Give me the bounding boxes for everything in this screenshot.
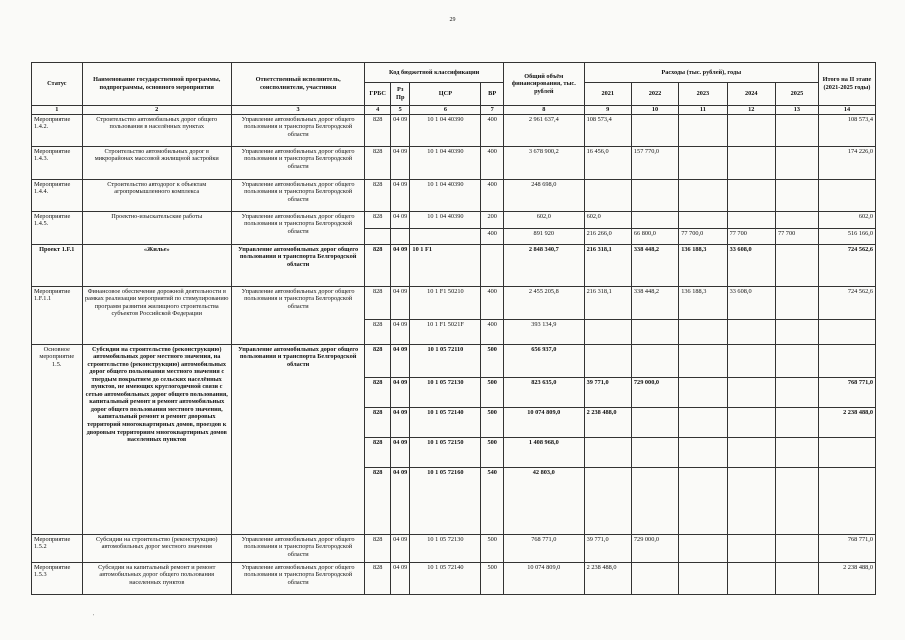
col-num: 13 — [775, 106, 818, 115]
col-num: 14 — [818, 106, 875, 115]
row-total: 602,0 — [503, 211, 584, 228]
row-itog: 768 771,0 — [818, 534, 875, 562]
row-2023 — [679, 179, 727, 211]
row-2025 — [775, 377, 818, 407]
page-number: 29 — [449, 17, 456, 23]
row-vr: 500 — [481, 534, 504, 562]
row-2021: 39 771,0 — [584, 377, 631, 407]
header-2022: 2022 — [631, 83, 678, 106]
row-total: 891 920 — [503, 228, 584, 244]
col-num: 3 — [231, 106, 364, 115]
row-itog: 2 238 488,0 — [818, 407, 875, 437]
row-2025 — [775, 407, 818, 437]
row-2025 — [775, 534, 818, 562]
col-num: 4 — [365, 106, 391, 115]
row-itog: 108 573,4 — [818, 114, 875, 146]
row-2021: 602,0 — [584, 211, 631, 228]
table-row — [32, 244, 876, 286]
row-vr: 500 — [481, 437, 504, 467]
row-grbs: 828 — [365, 467, 391, 534]
row-2023 — [679, 407, 727, 437]
row-itog — [818, 179, 875, 211]
row-2023 — [679, 562, 727, 594]
row-itog: 768 771,0 — [818, 377, 875, 407]
row-csr: 10 1 05 72150 — [410, 437, 481, 467]
row-rz: 04 09 — [391, 286, 410, 319]
row-executor: Управление автомобильных дорог общего пользования и транспорта Белгородской области — [231, 114, 364, 146]
row-itog: 602,0 — [818, 211, 875, 228]
header-2024: 2024 — [727, 83, 775, 106]
col-num: 6 — [410, 106, 481, 115]
table-row — [32, 534, 876, 562]
col-num: 8 — [503, 106, 584, 115]
row-csr: 10 1 05 72130 — [410, 534, 481, 562]
row-grbs: 828 — [365, 211, 391, 228]
row-rz: 04 09 — [391, 146, 410, 179]
row-executor: Управление автомобильных дорог общего пользования и транспорта Белгородской области — [231, 534, 364, 562]
row-executor: Управление автомобильных дорог общего пользования и транспорта Белгородской области — [231, 146, 364, 179]
row-itog — [818, 437, 875, 467]
row-total: 768 771,0 — [503, 534, 584, 562]
row-grbs: 828 — [365, 562, 391, 594]
row-rz: 04 09 — [391, 344, 410, 377]
row-2025 — [775, 467, 818, 534]
row-itog — [818, 344, 875, 377]
row-2022: 338 448,2 — [631, 244, 678, 286]
header-status: Статус — [32, 63, 83, 106]
row-status: Мероприятие 1.5.3 — [32, 562, 83, 594]
row-2025 — [775, 286, 818, 319]
row-grbs: 828 — [365, 344, 391, 377]
row-rz: 04 09 — [391, 534, 410, 562]
header-vr: ВР — [481, 83, 504, 106]
row-rz — [391, 228, 410, 244]
row-csr: 10 1 05 72160 — [410, 467, 481, 534]
row-2024 — [727, 562, 775, 594]
row-itog: 724 562,6 — [818, 286, 875, 319]
row-2022: 338 448,2 — [631, 286, 678, 319]
col-num: 5 — [391, 106, 410, 115]
column-numbers-row — [32, 106, 876, 115]
row-2024 — [727, 211, 775, 228]
row-2021: 216 266,0 — [584, 228, 631, 244]
table-row — [32, 211, 876, 228]
col-num: 12 — [727, 106, 775, 115]
row-2024 — [727, 407, 775, 437]
row-2025 — [775, 344, 818, 377]
row-total: 656 937,0 — [503, 344, 584, 377]
row-vr: 500 — [481, 407, 504, 437]
table-row — [32, 179, 876, 211]
row-2021: 2 238 488,0 — [584, 407, 631, 437]
row-2025 — [775, 179, 818, 211]
header-2023: 2023 — [679, 83, 727, 106]
row-csr: 10 1 F1 — [410, 244, 481, 286]
header-stage-total: Итого на II этапе (2021-2025 годы) — [818, 63, 875, 106]
row-name: Субсидии на строительство (реконструкцию) автомобильных дорог местного значения — [82, 534, 231, 562]
row-vr: 200 — [481, 211, 504, 228]
row-csr: 10 1 F1 5021F — [410, 319, 481, 344]
row-2025 — [775, 211, 818, 228]
row-grbs: 828 — [365, 377, 391, 407]
row-2022 — [631, 179, 678, 211]
row-name: Субсидии на капитальный ремонт и ремонт автомобильных дорог общего пользования населенных пунктов — [82, 562, 231, 594]
row-executor: Управление автомобильных дорог общего пользования и транспорта Белгородской области — [231, 244, 364, 286]
row-itog: 724 562,6 — [818, 244, 875, 286]
row-2025: 77 700 — [775, 228, 818, 244]
row-status: Мероприятие 1.4.4. — [32, 179, 83, 211]
row-csr: 10 1 04 40390 — [410, 114, 481, 146]
row-vr: 400 — [481, 146, 504, 179]
table-row — [32, 562, 876, 594]
row-csr: 10 1 04 40390 — [410, 146, 481, 179]
row-executor: Управление автомобильных дорог общего пользования и транспорта Белгородской области — [231, 211, 364, 244]
budget-table — [31, 62, 876, 595]
row-status: Мероприятие 1.4.3. — [32, 146, 83, 179]
row-2024: 33 608,0 — [727, 244, 775, 286]
row-rz: 04 09 — [391, 244, 410, 286]
row-2021: 2 238 488,0 — [584, 562, 631, 594]
row-2024: 77 700 — [727, 228, 775, 244]
col-num: 9 — [584, 106, 631, 115]
row-rz: 04 09 — [391, 211, 410, 228]
row-vr: 500 — [481, 562, 504, 594]
row-2021 — [584, 344, 631, 377]
row-grbs: 828 — [365, 407, 391, 437]
row-grbs: 828 — [365, 179, 391, 211]
row-2021 — [584, 437, 631, 467]
header-budget-code: Код бюджетной классификации — [365, 63, 504, 83]
row-status: Мероприятие 1.4.2. — [32, 114, 83, 146]
row-vr: 500 — [481, 344, 504, 377]
row-executor: Управление автомобильных дорог общего пользования и транспорта Белгородской области — [231, 562, 364, 594]
row-2021: 16 456,0 — [584, 146, 631, 179]
row-rz: 04 09 — [391, 179, 410, 211]
row-2023 — [679, 319, 727, 344]
row-csr: 10 1 05 72140 — [410, 407, 481, 437]
row-grbs: 828 — [365, 244, 391, 286]
row-2024 — [727, 319, 775, 344]
row-total: 2 455 205,8 — [503, 286, 584, 319]
row-vr: 400 — [481, 319, 504, 344]
row-2022: 66 800,0 — [631, 228, 678, 244]
row-vr: 400 — [481, 228, 504, 244]
row-2022 — [631, 211, 678, 228]
table-row — [32, 344, 876, 377]
row-vr — [481, 244, 504, 286]
row-itog: 2 238 488,0 — [818, 562, 875, 594]
row-2022: 729 000,0 — [631, 377, 678, 407]
row-2022: 729 000,0 — [631, 534, 678, 562]
header-expenses: Расходы (тыс. рублей), годы — [584, 63, 818, 83]
row-2023 — [679, 467, 727, 534]
header-executor: Ответственный исполнитель, соисполнители, участники — [231, 63, 364, 106]
row-status: Мероприятие 1.4.5. — [32, 211, 83, 244]
row-status: Основное мероприятие 1.5. — [32, 344, 83, 534]
row-rz: 04 09 — [391, 114, 410, 146]
row-name: Строительство автомобильных дорог общего пользования в населённых пунктах — [82, 114, 231, 146]
col-num: 1 — [32, 106, 83, 115]
row-2023 — [679, 377, 727, 407]
row-vr: 500 — [481, 377, 504, 407]
row-total: 10 074 809,0 — [503, 407, 584, 437]
row-2021: 216 318,1 — [584, 244, 631, 286]
row-total: 3 678 900,2 — [503, 146, 584, 179]
row-rz: 04 09 — [391, 562, 410, 594]
row-2021: 216 318,1 — [584, 286, 631, 319]
row-name: «Жилье» — [82, 244, 231, 286]
row-2023 — [679, 211, 727, 228]
row-csr — [410, 228, 481, 244]
row-2024: 33 608,0 — [727, 286, 775, 319]
row-rz: 04 09 — [391, 437, 410, 467]
row-2022 — [631, 319, 678, 344]
row-vr: 400 — [481, 286, 504, 319]
row-total: 42 803,0 — [503, 467, 584, 534]
row-name: Строительство автодорог к объектам агропромышленного комплекса — [82, 179, 231, 211]
row-2022 — [631, 437, 678, 467]
header-2021: 2021 — [584, 83, 631, 106]
row-2024 — [727, 437, 775, 467]
row-name: Субсидии на строительство (реконструкцию) автомобильных дорог местного значения, на строительство (реконструкцию) автомобильных дорог общего пользования местного значения с твердым покрытием до сельских населённых пунктов, не имеющих круглогодичной связи с сетью автомобильных дорог общего пользования, капитальный ремонт и ремонт автомобильных дорог общего пользования местного значения, капитальный ремонт и ремонт дворовых территорий многоквартирных домов, проездов к дворовым территориям многоквартирных домов населенных пунктов — [82, 344, 231, 534]
row-rz: 04 09 — [391, 377, 410, 407]
header-2025: 2025 — [775, 83, 818, 106]
row-2025 — [775, 319, 818, 344]
row-grbs: 828 — [365, 534, 391, 562]
header-grbs: ГРБС — [365, 83, 391, 106]
row-2025 — [775, 437, 818, 467]
row-grbs: 828 — [365, 319, 391, 344]
row-vr: 400 — [481, 179, 504, 211]
row-2024 — [727, 114, 775, 146]
row-total: 10 074 809,0 — [503, 562, 584, 594]
row-2021 — [584, 179, 631, 211]
row-total: 2 961 637,4 — [503, 114, 584, 146]
row-2025 — [775, 562, 818, 594]
col-num: 2 — [82, 106, 231, 115]
row-status: Мероприятие 1.F.1.1 — [32, 286, 83, 344]
row-2023: 136 188,3 — [679, 244, 727, 286]
col-num: 11 — [679, 106, 727, 115]
row-itog — [818, 467, 875, 534]
row-2023: 136 188,3 — [679, 286, 727, 319]
row-2025 — [775, 244, 818, 286]
row-2022 — [631, 344, 678, 377]
row-total: 248 698,0 — [503, 179, 584, 211]
row-2021: 108 573,4 — [584, 114, 631, 146]
row-total: 2 848 340,7 — [503, 244, 584, 286]
row-total: 393 134,9 — [503, 319, 584, 344]
row-executor: Управление автомобильных дорог общего пользования и транспорта Белгородской области — [231, 344, 364, 534]
row-2024 — [727, 534, 775, 562]
row-2023 — [679, 344, 727, 377]
row-total: 1 408 968,0 — [503, 437, 584, 467]
row-csr: 10 1 05 72130 — [410, 377, 481, 407]
row-2024 — [727, 344, 775, 377]
row-rz: 04 09 — [391, 319, 410, 344]
row-csr: 10 1 04 40390 — [410, 211, 481, 228]
row-rz: 04 09 — [391, 467, 410, 534]
col-num: 10 — [631, 106, 678, 115]
row-itog: 174 226,0 — [818, 146, 875, 179]
row-2024 — [727, 179, 775, 211]
row-status: Мероприятие 1.5.2 — [32, 534, 83, 562]
row-2021 — [584, 467, 631, 534]
row-2021 — [584, 319, 631, 344]
row-2024 — [727, 377, 775, 407]
row-status: Проект 1.F.1 — [32, 244, 83, 286]
col-num: 7 — [481, 106, 504, 115]
row-executor: Управление автомобильных дорог общего пользования и транспорта Белгородской области — [231, 286, 364, 344]
row-rz: 04 09 — [391, 407, 410, 437]
row-2022 — [631, 407, 678, 437]
row-vr: 540 — [481, 467, 504, 534]
row-csr: 10 1 05 72110 — [410, 344, 481, 377]
header-rz: Рз Пр — [391, 83, 410, 106]
row-grbs: 828 — [365, 286, 391, 319]
row-2023 — [679, 114, 727, 146]
row-executor: Управление автомобильных дорог общего пользования и транспорта Белгородской области — [231, 179, 364, 211]
row-2023: 77 700,0 — [679, 228, 727, 244]
row-csr: 10 1 05 72140 — [410, 562, 481, 594]
row-grbs: 828 — [365, 146, 391, 179]
row-csr: 10 1 04 40390 — [410, 179, 481, 211]
header-csr: ЦСР — [410, 83, 481, 106]
row-csr: 10 1 F1 50210 — [410, 286, 481, 319]
row-2022: 157 770,0 — [631, 146, 678, 179]
row-total: 823 635,0 — [503, 377, 584, 407]
row-name: Финансовое обеспечение дорожной деятельности в рамках реализации мероприятий по стимулированию программ развития жилищного строительства субъектов Российской Федерации — [82, 286, 231, 344]
row-2025 — [775, 114, 818, 146]
row-2023 — [679, 534, 727, 562]
row-2024 — [727, 467, 775, 534]
row-vr: 400 — [481, 114, 504, 146]
row-itog: 516 166,0 — [818, 228, 875, 244]
row-2025 — [775, 146, 818, 179]
row-2021: 39 771,0 — [584, 534, 631, 562]
row-name: Проектно-изыскательские работы — [82, 211, 231, 244]
row-name: Строительство автомобильных дорог в микрорайонах массовой жилищной застройки — [82, 146, 231, 179]
row-2023 — [679, 146, 727, 179]
header-name: Наименование государственной программы, подпрограммы, основного мероприятия — [82, 63, 231, 106]
row-grbs: 828 — [365, 114, 391, 146]
table-row — [32, 286, 876, 319]
table-row — [32, 146, 876, 179]
row-grbs: 828 — [365, 437, 391, 467]
row-2023 — [679, 437, 727, 467]
header-total: Общий объём финансирования, тыс. рублей — [503, 63, 584, 106]
table-row — [32, 114, 876, 146]
row-2022 — [631, 562, 678, 594]
row-itog — [818, 319, 875, 344]
row-grbs — [365, 228, 391, 244]
scan-mark: ' — [93, 614, 95, 620]
row-2024 — [727, 146, 775, 179]
row-2022 — [631, 114, 678, 146]
row-2022 — [631, 467, 678, 534]
